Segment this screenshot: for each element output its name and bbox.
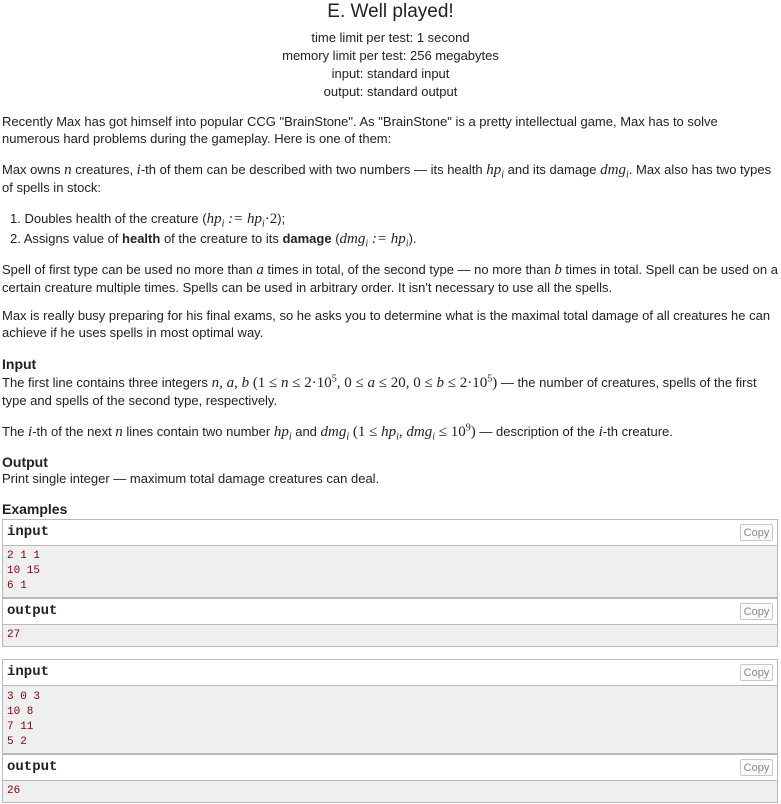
math-le: ≤ 10 bbox=[435, 424, 466, 440]
bold-health: health bbox=[122, 231, 161, 246]
math-i: i bbox=[598, 424, 603, 440]
math-dmg: dmg bbox=[339, 231, 366, 247]
math-sub: i bbox=[501, 169, 505, 181]
list-number: 1. bbox=[10, 211, 21, 226]
math-b: b bbox=[436, 375, 444, 391]
example-2-input-header bbox=[3, 660, 777, 686]
math-sub: i bbox=[625, 169, 629, 181]
output-label: output bbox=[7, 759, 58, 775]
text: The first line contains three integers bbox=[2, 375, 212, 390]
text: Spell of first type can be used no more than bbox=[2, 262, 257, 277]
math-exp: 9 bbox=[465, 422, 471, 434]
math-times: ·2 bbox=[264, 211, 278, 227]
math-n: n bbox=[115, 424, 123, 440]
example-1-input-body bbox=[3, 546, 777, 597]
copy-button[interactable]: Copy bbox=[740, 759, 773, 776]
math-dmg: dmg bbox=[320, 424, 347, 440]
input-label: input bbox=[7, 524, 50, 540]
input-line-2 bbox=[2, 423, 778, 441]
text: ). bbox=[408, 231, 417, 246]
input-label: input bbox=[7, 664, 50, 680]
text: times in total, of the second type — no more than bbox=[263, 262, 555, 277]
example-1-input-header bbox=[3, 520, 777, 546]
copy-button[interactable]: Copy bbox=[740, 524, 773, 541]
text: -th of the next bbox=[32, 424, 116, 439]
text: — description of the bbox=[475, 424, 599, 439]
text: — the number of creatures, spells of the first type and spells of the second type, respectively. bbox=[2, 375, 757, 408]
math-vars: n, a, b bbox=[211, 375, 250, 391]
memory-limit: memory limit per test: 256 megabytes bbox=[282, 48, 499, 63]
text: -th of them can be described with two numbers — its health bbox=[140, 162, 487, 177]
math-c: ≤ 2·10 bbox=[288, 375, 332, 391]
output-file: output: standard output bbox=[323, 84, 458, 99]
math-b: b bbox=[554, 262, 562, 278]
text: . Max also has two types of spells in stock: bbox=[2, 162, 772, 195]
input-line-1 bbox=[2, 374, 778, 409]
math-a: a bbox=[256, 262, 264, 278]
problem-title: E. Well played! bbox=[327, 1, 454, 22]
math-close: ) bbox=[492, 375, 498, 391]
statement-paragraph-3 bbox=[2, 261, 778, 296]
text: and its damage bbox=[504, 162, 601, 177]
text: of the creature to its bbox=[160, 231, 283, 246]
example-1-output-body bbox=[3, 625, 777, 646]
math-c: , 0 ≤ bbox=[336, 375, 368, 391]
statement-paragraph-2 bbox=[2, 161, 778, 196]
math-open: (1 ≤ bbox=[349, 424, 382, 440]
math-hp: hp bbox=[381, 424, 397, 440]
example-2-input-code[interactable]: 3 0 3 10 8 7 11 5 2 bbox=[7, 691, 41, 748]
text: Max owns bbox=[2, 162, 65, 177]
math-sub: i bbox=[405, 238, 409, 250]
math-hp: hp bbox=[206, 211, 222, 227]
example-1-input-box bbox=[2, 519, 778, 598]
example-1-output-header bbox=[3, 599, 777, 625]
math-sub: i bbox=[346, 431, 350, 443]
math-hp: hp bbox=[486, 162, 502, 178]
math-close: ) bbox=[470, 424, 476, 440]
math-assign: := hp bbox=[224, 211, 262, 227]
text: ); bbox=[277, 211, 286, 226]
math-i: i bbox=[28, 424, 33, 440]
list-number: 2. bbox=[10, 231, 21, 246]
math-hp: hp bbox=[273, 424, 289, 440]
math-sub: i bbox=[396, 431, 399, 443]
examples-heading: Examples bbox=[2, 501, 68, 517]
math-open: (1 ≤ bbox=[249, 375, 282, 391]
math-i: i bbox=[136, 162, 141, 178]
example-1-input-code[interactable]: 2 1 1 10 15 6 1 bbox=[7, 550, 41, 592]
example-2-output-header bbox=[3, 755, 777, 781]
example-2-output-box bbox=[2, 754, 778, 803]
math-n: n bbox=[281, 375, 289, 391]
math-comma: , bbox=[398, 424, 407, 440]
math-sub: i bbox=[261, 218, 265, 230]
input-heading: Input bbox=[2, 356, 37, 372]
math-dmg: dmg bbox=[600, 162, 626, 178]
text: and bbox=[291, 424, 321, 439]
text: Doubles health of the creature ( bbox=[24, 211, 207, 226]
math-sub: i bbox=[221, 218, 225, 230]
output-label: output bbox=[7, 603, 58, 619]
text: times in total. Spell can be used on a certain creature multiple times. Spells can be used in arbitrary order. It isn't necessary to use all the spells. bbox=[2, 262, 778, 295]
time-limit: time limit per test: 1 second bbox=[311, 30, 470, 45]
text: ( bbox=[331, 231, 340, 246]
example-2-output-code[interactable]: 26 bbox=[7, 785, 21, 797]
math-n: n bbox=[64, 162, 72, 178]
output-text: Print single integer — maximum total damage creatures can deal. bbox=[2, 471, 380, 486]
math-sub: i bbox=[288, 431, 292, 443]
text: creatures, bbox=[71, 162, 137, 177]
example-2-input-body bbox=[3, 686, 777, 753]
text: Assigns value of bbox=[23, 231, 123, 246]
text: The bbox=[2, 424, 29, 439]
statement-paragraph-4: Max is really busy preparing for his final exams, so he asks you to determine what is the maximal total damage of all creatures he can achieve if he uses spells in most optimal way. bbox=[2, 308, 771, 340]
math-sub: i bbox=[365, 238, 369, 250]
math-c: ≤ 2·10 bbox=[443, 375, 488, 391]
bold-damage: damage bbox=[282, 231, 332, 246]
example-1-output-box bbox=[2, 598, 778, 647]
spell-list-item-2 bbox=[10, 230, 417, 248]
math-a: a bbox=[367, 375, 376, 391]
example-2-input-box bbox=[2, 659, 778, 754]
text: -th creature. bbox=[602, 424, 673, 439]
copy-button[interactable]: Copy bbox=[740, 603, 773, 620]
copy-button[interactable]: Copy bbox=[740, 664, 773, 681]
math-assign: := hp bbox=[368, 231, 406, 247]
example-2-output-body bbox=[3, 781, 777, 802]
math-sub: i bbox=[432, 431, 436, 443]
math-dmg: dmg bbox=[406, 424, 433, 440]
math-exp: 5 bbox=[487, 373, 493, 385]
math-c: ≤ 20, 0 ≤ bbox=[375, 375, 437, 391]
output-heading: Output bbox=[2, 454, 48, 470]
statement-paragraph-1: Recently Max has got himself into popular CCG "BrainStone". As "BrainStone" is a pretty intellectual game, Max has to solve numerous hard problems during the gameplay. Here is one of them: bbox=[2, 114, 718, 146]
math-exp: 5 bbox=[331, 373, 337, 385]
example-1-output-code[interactable]: 27 bbox=[7, 629, 21, 641]
text: lines contain two number bbox=[122, 424, 274, 439]
input-file: input: standard input bbox=[331, 66, 450, 81]
spell-list-item-1 bbox=[10, 210, 285, 228]
